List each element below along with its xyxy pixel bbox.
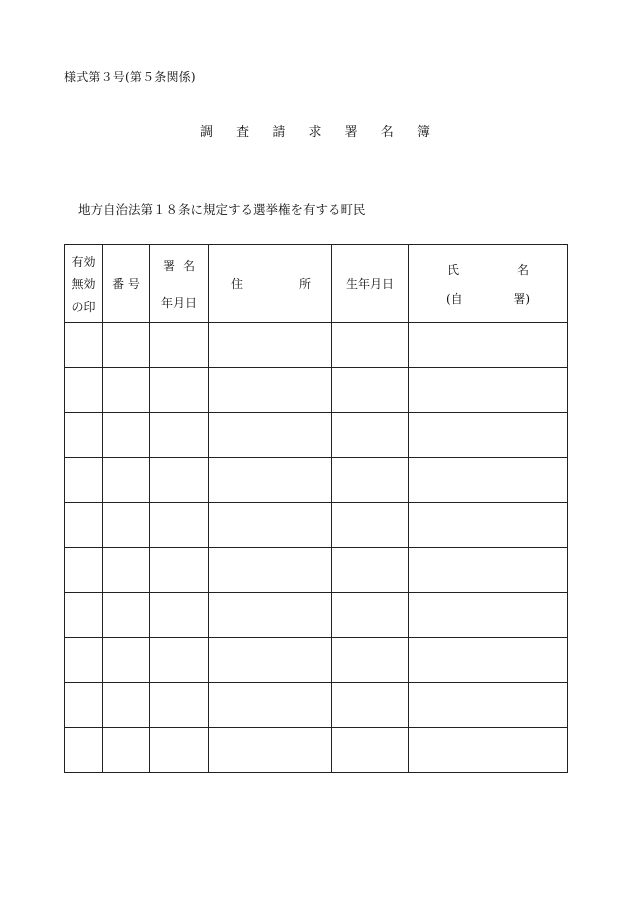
validity-cell[interactable]: [65, 728, 103, 773]
header-date: 年月日: [160, 295, 197, 310]
title-char: 署: [344, 125, 358, 140]
signature-roster-table: [64, 244, 568, 773]
name-cell[interactable]: [409, 368, 568, 413]
signature-date-cell[interactable]: [150, 683, 209, 728]
table-row: [65, 413, 568, 458]
signature-date-cell[interactable]: [150, 413, 209, 458]
name-cell[interactable]: [409, 503, 568, 548]
birthdate-cell[interactable]: [332, 368, 409, 413]
header-name-char: 氏: [447, 262, 460, 277]
header-row: [65, 245, 568, 323]
address-cell[interactable]: [209, 638, 332, 683]
name-cell[interactable]: [409, 413, 568, 458]
header-validity-line: の印: [71, 299, 96, 314]
signature-date-cell[interactable]: [150, 593, 209, 638]
header-self-signed-part: 署): [513, 291, 530, 306]
name-cell[interactable]: [409, 323, 568, 368]
address-cell[interactable]: [209, 413, 332, 458]
number-cell[interactable]: [103, 593, 150, 638]
header-validity-line: 無効: [71, 277, 96, 291]
address-cell[interactable]: [209, 548, 332, 593]
header-signature-char: 署: [163, 258, 176, 273]
header-signature-date: [150, 245, 209, 323]
name-cell[interactable]: [409, 548, 568, 593]
address-cell[interactable]: [209, 728, 332, 773]
table-row: [65, 728, 568, 773]
form-number: 様式第３号(第５条関係): [64, 70, 196, 84]
table-row: [65, 503, 568, 548]
title-char: 調: [200, 125, 214, 140]
title-char: 求: [308, 125, 322, 140]
header-validity-line: 有効: [71, 254, 96, 269]
header-number: 番 号: [103, 245, 150, 323]
validity-cell[interactable]: [65, 458, 103, 503]
number-cell[interactable]: [103, 683, 150, 728]
birthdate-cell[interactable]: [332, 683, 409, 728]
address-cell[interactable]: [209, 368, 332, 413]
validity-cell[interactable]: [65, 323, 103, 368]
header-signature: [163, 257, 195, 274]
title-char: 名: [380, 125, 394, 140]
birthdate-cell[interactable]: [332, 323, 409, 368]
validity-cell[interactable]: [65, 368, 103, 413]
roster-body: [65, 323, 568, 773]
signature-date-cell[interactable]: [150, 548, 209, 593]
header-validity-mark: [65, 245, 103, 323]
validity-cell[interactable]: [65, 593, 103, 638]
table-row: [65, 548, 568, 593]
header-self-signed-part: (自: [446, 291, 463, 306]
name-cell[interactable]: [409, 458, 568, 503]
address-cell[interactable]: [209, 503, 332, 548]
document-title: [200, 121, 430, 140]
address-cell[interactable]: [209, 683, 332, 728]
header-address-char: 所: [298, 277, 311, 291]
name-cell[interactable]: [409, 728, 568, 773]
header-self-signed: [446, 290, 530, 307]
birthdate-cell[interactable]: [332, 503, 409, 548]
validity-cell[interactable]: [65, 638, 103, 683]
number-cell[interactable]: [103, 503, 150, 548]
title-char: 査: [236, 125, 250, 140]
table-row: [65, 638, 568, 683]
table-row: [65, 458, 568, 503]
table-row: [65, 593, 568, 638]
signature-date-cell[interactable]: [150, 638, 209, 683]
birthdate-cell[interactable]: [332, 548, 409, 593]
table-row: [65, 683, 568, 728]
signature-date-cell[interactable]: [150, 503, 209, 548]
address-cell[interactable]: [209, 593, 332, 638]
validity-cell[interactable]: [65, 413, 103, 458]
number-cell[interactable]: [103, 548, 150, 593]
address-cell[interactable]: [209, 458, 332, 503]
validity-cell[interactable]: [65, 548, 103, 593]
header-signature-char: 名: [182, 258, 195, 273]
header-address: [209, 245, 332, 323]
number-cell[interactable]: [103, 368, 150, 413]
signature-date-cell[interactable]: [150, 323, 209, 368]
table-row: [65, 368, 568, 413]
address-cell[interactable]: [209, 323, 332, 368]
birthdate-cell[interactable]: [332, 638, 409, 683]
title-char: 簿: [416, 125, 430, 140]
table-row: [65, 323, 568, 368]
header-name-line: [447, 261, 529, 278]
validity-cell[interactable]: [65, 503, 103, 548]
birthdate-cell[interactable]: [332, 593, 409, 638]
birthdate-cell[interactable]: [332, 458, 409, 503]
header-name: [409, 245, 568, 323]
name-cell[interactable]: [409, 638, 568, 683]
eligibility-statement: 地方自治法第１８条に規定する選挙権を有する町民: [78, 202, 366, 217]
signature-date-cell[interactable]: [150, 368, 209, 413]
number-cell[interactable]: [103, 638, 150, 683]
birthdate-cell[interactable]: [332, 413, 409, 458]
number-cell[interactable]: [103, 728, 150, 773]
signature-date-cell[interactable]: [150, 728, 209, 773]
title-char: 請: [272, 125, 286, 140]
number-cell[interactable]: [103, 413, 150, 458]
header-address-char: 住: [231, 277, 244, 291]
signature-date-cell[interactable]: [150, 458, 209, 503]
birthdate-cell[interactable]: [332, 728, 409, 773]
header-birthdate: 生年月日: [332, 245, 409, 323]
name-cell[interactable]: [409, 683, 568, 728]
number-cell[interactable]: [103, 458, 150, 503]
validity-cell[interactable]: [65, 683, 103, 728]
name-cell[interactable]: [409, 593, 568, 638]
number-cell[interactable]: [103, 323, 150, 368]
header-name-char: 名: [516, 262, 529, 277]
